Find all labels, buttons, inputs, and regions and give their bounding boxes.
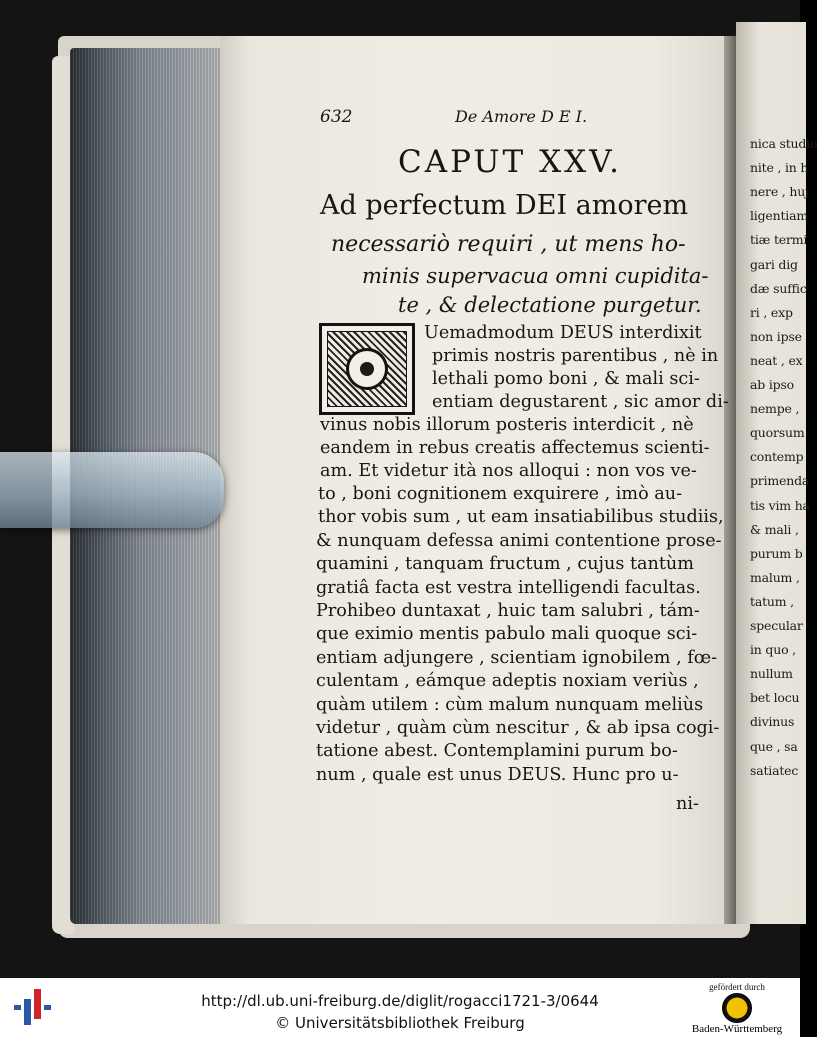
page-number: 632 [320, 107, 353, 127]
right-page-line: nite , in h [750, 160, 809, 176]
body-line: lethali pomo boni , & mali sci- [432, 369, 700, 389]
right-page-line: que , sa [750, 738, 798, 754]
body-line: videtur , quàm cùm nescitur , & ab ipsa cogi- [316, 718, 720, 738]
body-line: & nunquam defessa animi contentione prose- [316, 531, 722, 551]
permalink-url[interactable]: http://dl.ub.uni-freiburg.de/diglit/rogacci1721-3/0644 [201, 992, 599, 1010]
funder-badge [690, 982, 784, 1036]
right-page-line: gari dig [750, 256, 798, 272]
body-line: culentam , eámque adeptis noxiam veriùs , [316, 671, 699, 691]
right-page-line: contemp [750, 449, 804, 465]
right-page-line: nempe , [750, 401, 800, 417]
right-page-line: in quo , [750, 642, 796, 658]
right-page-line: nere , huj [750, 184, 809, 200]
glass-page-holder [0, 452, 224, 528]
right-page [736, 22, 817, 924]
right-page-line: specular [750, 618, 803, 633]
right-page-line: satiatec [750, 762, 799, 778]
right-page-line: tis vim ha [750, 497, 810, 513]
funder-name: Baden-Württemberg [691, 1023, 783, 1035]
right-page-line: neat , ex [750, 352, 803, 368]
body-line: am. Et videtur ità nos alloqui : non vos ve- [320, 461, 697, 481]
funder-label: gefördert durch [709, 982, 765, 992]
right-page-line: nullum [750, 666, 793, 682]
right-page-line: tiæ termi [750, 232, 808, 248]
chapter-heading-line: necessariò requiri , ut mens ho- [331, 232, 686, 257]
chapter-title: CAPUT XXV. [398, 144, 623, 180]
body-line: num , quale est unus DEUS. Hunc pro u- [316, 765, 679, 785]
running-head: De Amore D E I. [455, 107, 588, 126]
ornamental-initial [319, 323, 415, 415]
body-line: entiam adjungere , scientiam ignobilem , fœ- [316, 648, 718, 668]
body-line: tatione abest. Contemplamini purum bo- [316, 741, 678, 761]
body-line: gratiâ facta est vestra intelligendi facultas. [316, 578, 701, 598]
right-page-line: tatum , [750, 593, 794, 609]
chapter-heading-line: te , & delectatione purgetur. [398, 293, 702, 317]
catchword: ni- [676, 794, 699, 814]
right-page-line: non ipse [750, 328, 802, 344]
body-line: primis nostris parentibus , nè in [432, 346, 719, 366]
body-line: entiam degustarent , sic amor di- [432, 392, 729, 412]
right-page-line: purum b [750, 545, 803, 561]
body-line: vinus nobis illorum posteris interdicit , nè [320, 415, 694, 435]
right-page-line: ligentiam [750, 208, 808, 224]
right-page-line: ab ipso [750, 377, 794, 392]
chapter-heading-line: minis supervacua omni cupidita- [362, 264, 709, 288]
right-page-line: quorsum [750, 425, 805, 441]
coat-of-arms-icon [722, 993, 752, 1023]
body-line: que eximio mentis pabulo mali quoque sci- [316, 624, 698, 644]
body-line: Prohibeo duntaxat , huic tam salubri , tám- [316, 601, 700, 621]
right-page-line: malum , [750, 569, 800, 585]
right-page-line: primenda [750, 473, 810, 489]
body-line: quamini , tanquam fructum , cujus tantùm [316, 554, 694, 574]
right-page-line: bet locu [750, 690, 800, 706]
copyright-notice: © Universitätsbibliothek Freiburg [275, 1014, 525, 1032]
right-page-line: dæ suffic [750, 280, 807, 296]
body-line: to , boni cognitionem exquirere , imò au- [318, 484, 683, 504]
right-page-line: divinus [750, 714, 795, 730]
body-line: Uemadmodum DEUS interdixit [424, 323, 702, 343]
chapter-heading-line: Ad perfectum DEI amorem [320, 190, 689, 221]
right-page-line: ri , exp [750, 304, 793, 320]
body-line: eandem in rebus creatis affectemus scienti- [320, 438, 710, 458]
body-line: thor vobis sum , ut eam insatiabilibus studiis, [318, 507, 724, 527]
right-page-line: & mali , [750, 521, 799, 537]
right-page-line: nica studio [750, 136, 817, 151]
body-line: quàm utilem : cùm malum nunquam meliùs [316, 695, 704, 715]
